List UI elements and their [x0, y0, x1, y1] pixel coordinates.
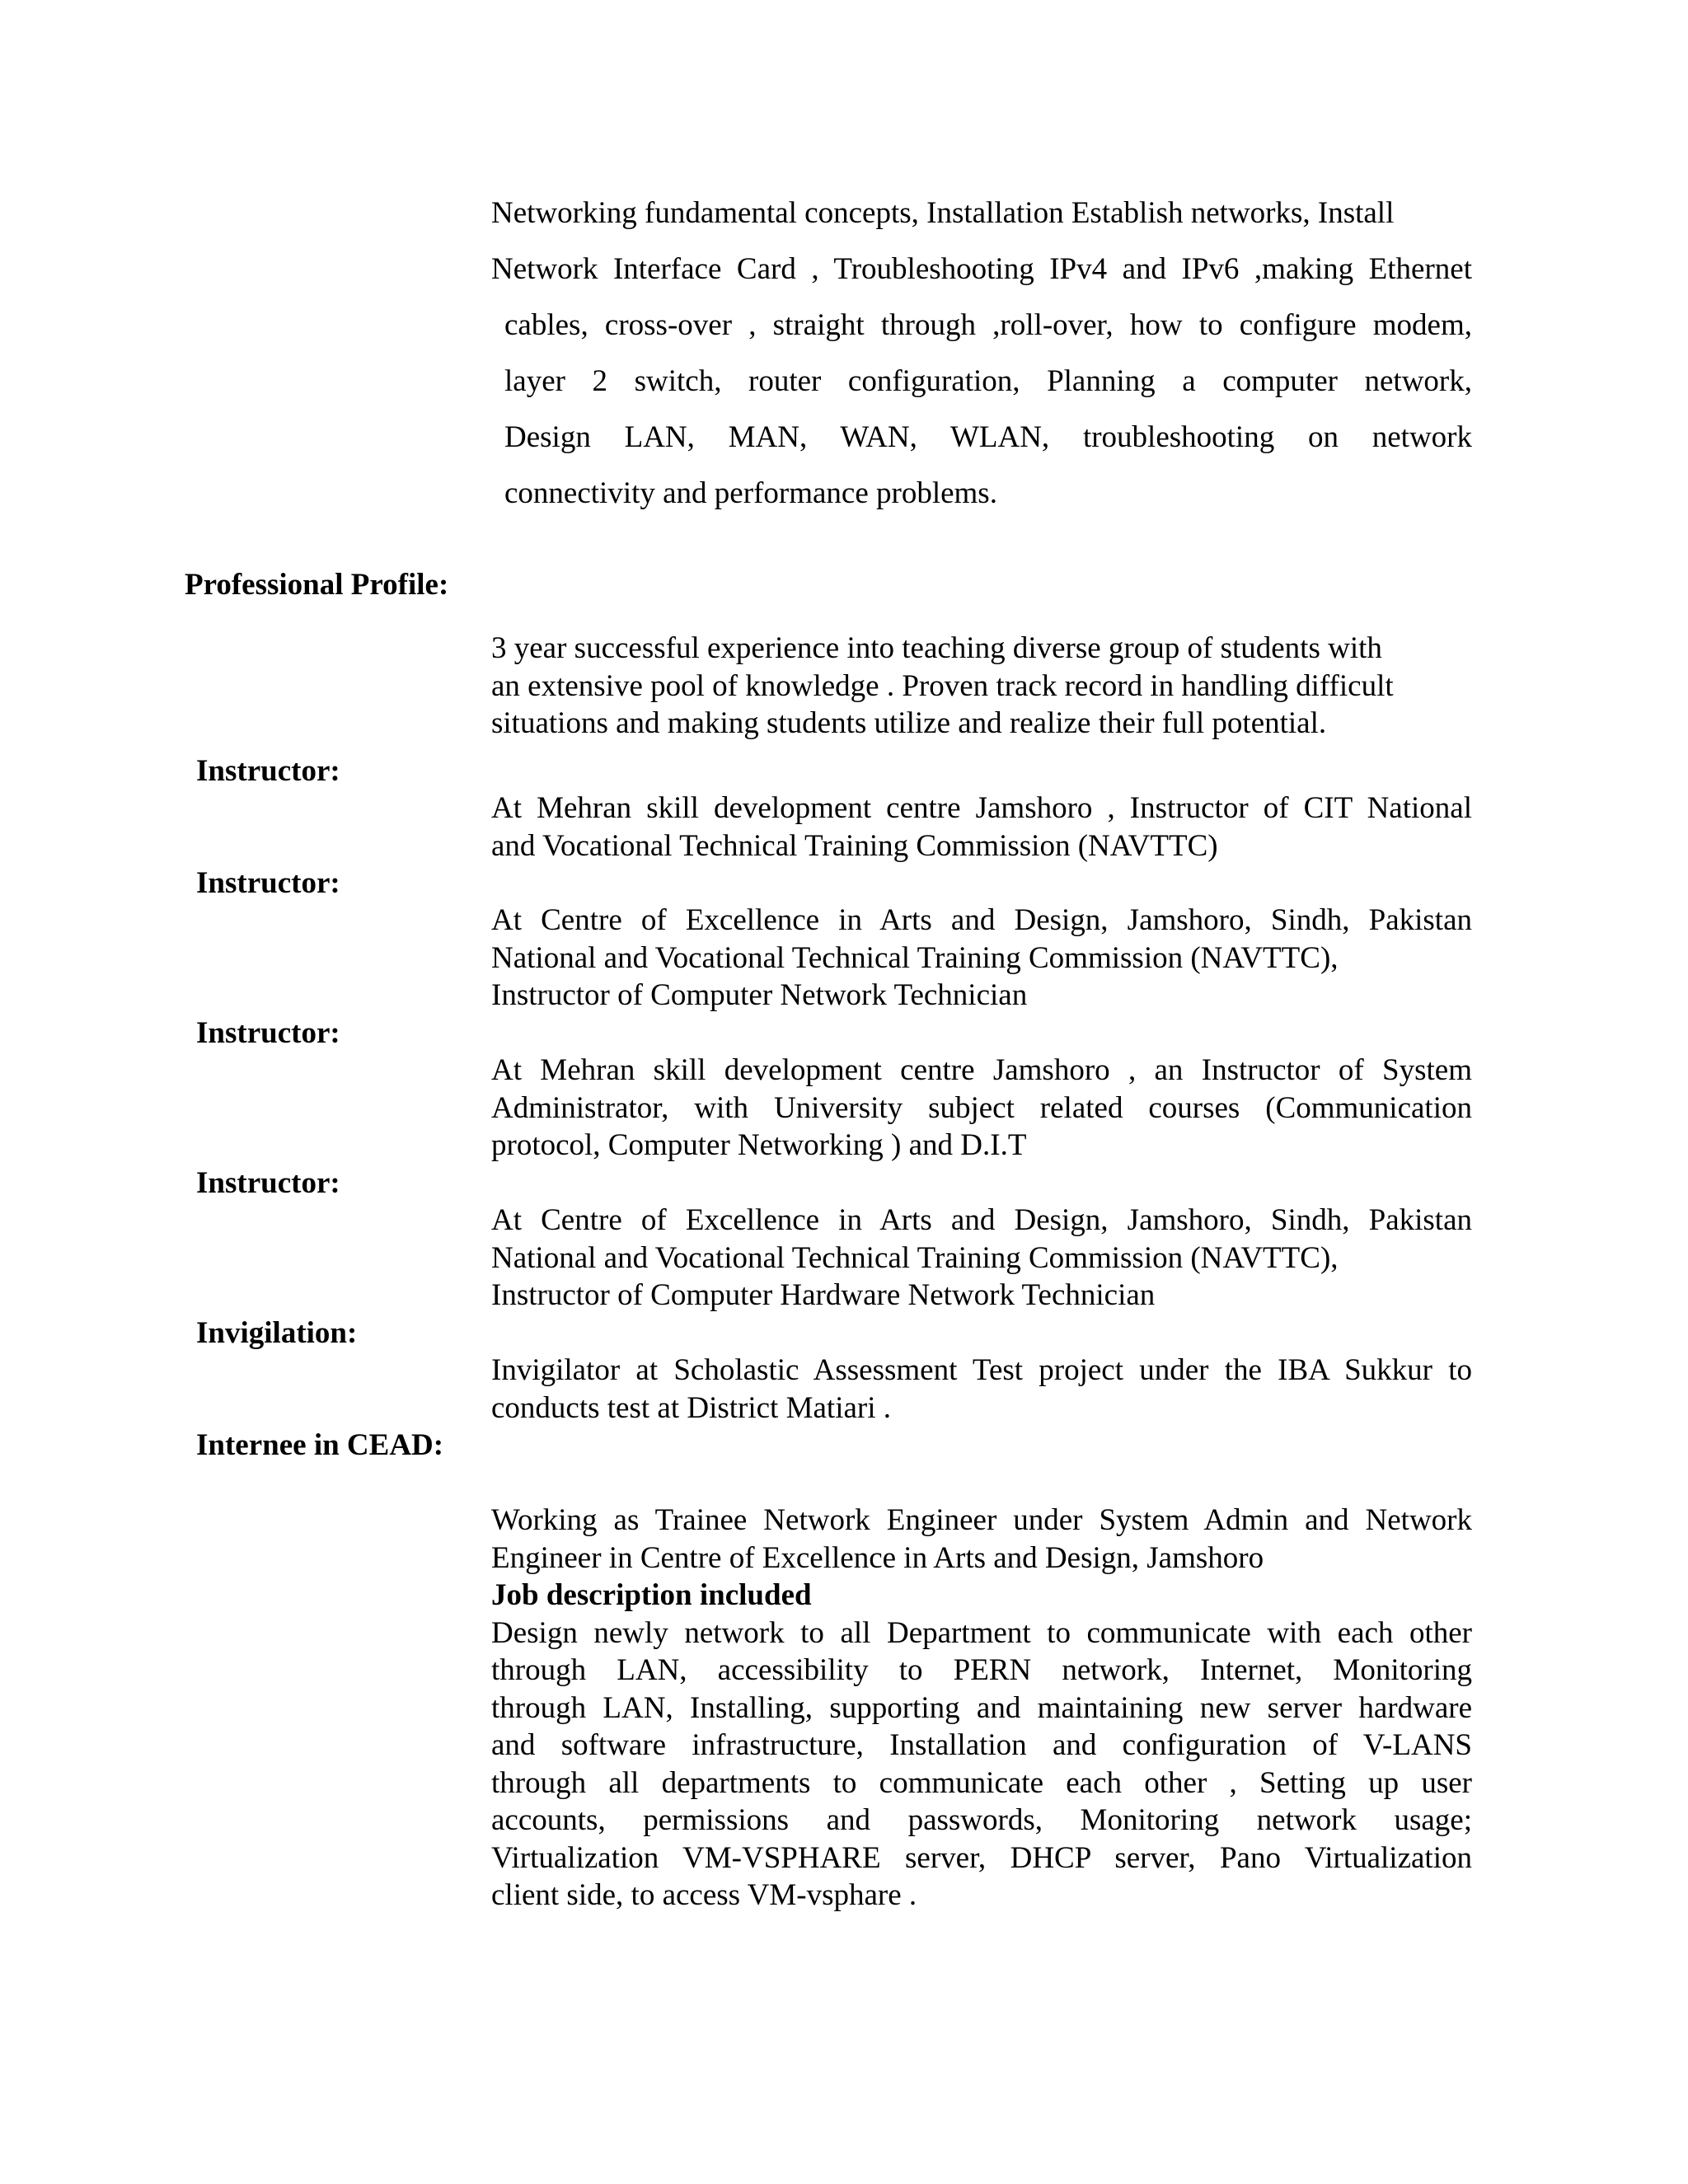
- entry-label: Instructor:: [196, 1016, 340, 1050]
- description-line: client side, to access VM-vsphare .: [491, 1878, 917, 1912]
- intro-line: Design LAN, MAN, WAN, WLAN, troubleshooting on network: [504, 420, 1472, 454]
- entry-line: National and Vocational Technical Training Commission (NAVTTC),: [491, 940, 1339, 975]
- summary-line: 3 year successful experience into teaching diverse group of students with: [491, 631, 1382, 665]
- description-line: and software infrastructure, Installation and configuration of V-LANS: [491, 1728, 1472, 1762]
- entry-label: Instructor:: [196, 866, 340, 900]
- description-line: accounts, permissions and passwords, Monitoring network usage;: [491, 1803, 1472, 1837]
- entry-label: Instructor:: [196, 1166, 340, 1200]
- entry-label: Invigilation:: [196, 1316, 358, 1350]
- entry-text: [491, 1352, 1472, 1427]
- entry-label: Instructor:: [196, 754, 340, 788]
- entry-line: conducts test at District Matiari .: [491, 1390, 891, 1425]
- job-description-heading: Job description included: [491, 1578, 812, 1612]
- description-line: through all departments to communicate each other , Setting up user: [491, 1765, 1472, 1800]
- entry-text: [491, 1202, 1472, 1315]
- entry-label: Internee in CEAD:: [196, 1428, 444, 1462]
- intro-line: Network Interface Card , Troubleshooting IPv4 and IPv6 ,making Ethernet: [491, 252, 1472, 286]
- entry-line: At Mehran skill development centre Jamshoro , an Instructor of System: [491, 1053, 1472, 1087]
- intro-line: layer 2 switch, router configuration, Planning a computer network,: [504, 364, 1472, 398]
- profile-summary: [491, 630, 1472, 743]
- intro-line: cables, cross-over , straight through ,roll-over, how to configure modem,: [504, 308, 1472, 342]
- entry-line: At Centre of Excellence in Arts and Design, Jamshoro, Sindh, Pakistan: [491, 903, 1472, 937]
- entry-text: [491, 1052, 1472, 1165]
- entry-line: Administrator, with University subject related courses (Communication: [491, 1090, 1472, 1125]
- entry-line: protocol, Computer Networking ) and D.I.T: [491, 1128, 1027, 1162]
- description-line: Design newly network to all Department to communicate with each other: [491, 1615, 1472, 1650]
- entry-text: [491, 902, 1472, 1015]
- entry-line: Instructor of Computer Network Technician: [491, 978, 1028, 1012]
- entry-line: National and Vocational Technical Training Commission (NAVTTC),: [491, 1240, 1339, 1275]
- entry-line: Instructor of Computer Hardware Network Technician: [491, 1278, 1156, 1312]
- entry-text: [491, 1502, 1472, 1915]
- description-line: Virtualization VM-VSPHARE server, DHCP server, Pano Virtualization: [491, 1840, 1472, 1875]
- entry-line: At Mehran skill development centre Jamshoro , Instructor of CIT National: [491, 791, 1472, 825]
- entry-line: Engineer in Centre of Excellence in Arts and Design, Jamshoro: [491, 1540, 1264, 1575]
- description-line: through LAN, Installing, supporting and maintaining new server hardware: [491, 1690, 1472, 1725]
- entry-line: At Centre of Excellence in Arts and Design, Jamshoro, Sindh, Pakistan: [491, 1203, 1472, 1237]
- section-heading: Professional Profile:: [185, 568, 449, 602]
- intro-line: Networking fundamental concepts, Installation Establish networks, Install: [491, 196, 1395, 230]
- intro-line: connectivity and performance problems.: [504, 476, 997, 510]
- entry-line: Working as Trainee Network Engineer under System Admin and Network: [491, 1503, 1472, 1537]
- entry-line: and Vocational Technical Training Commission (NAVTTC): [491, 828, 1218, 863]
- summary-line: situations and making students utilize and realize their full potential.: [491, 706, 1327, 740]
- description-line: through LAN, accessibility to PERN network, Internet, Monitoring: [491, 1653, 1472, 1687]
- summary-line: an extensive pool of knowledge . Proven track record in handling difficult: [491, 668, 1394, 703]
- entry-text: [491, 790, 1472, 865]
- entry-line: Invigilator at Scholastic Assessment Test project under the IBA Sukkur to: [491, 1353, 1472, 1387]
